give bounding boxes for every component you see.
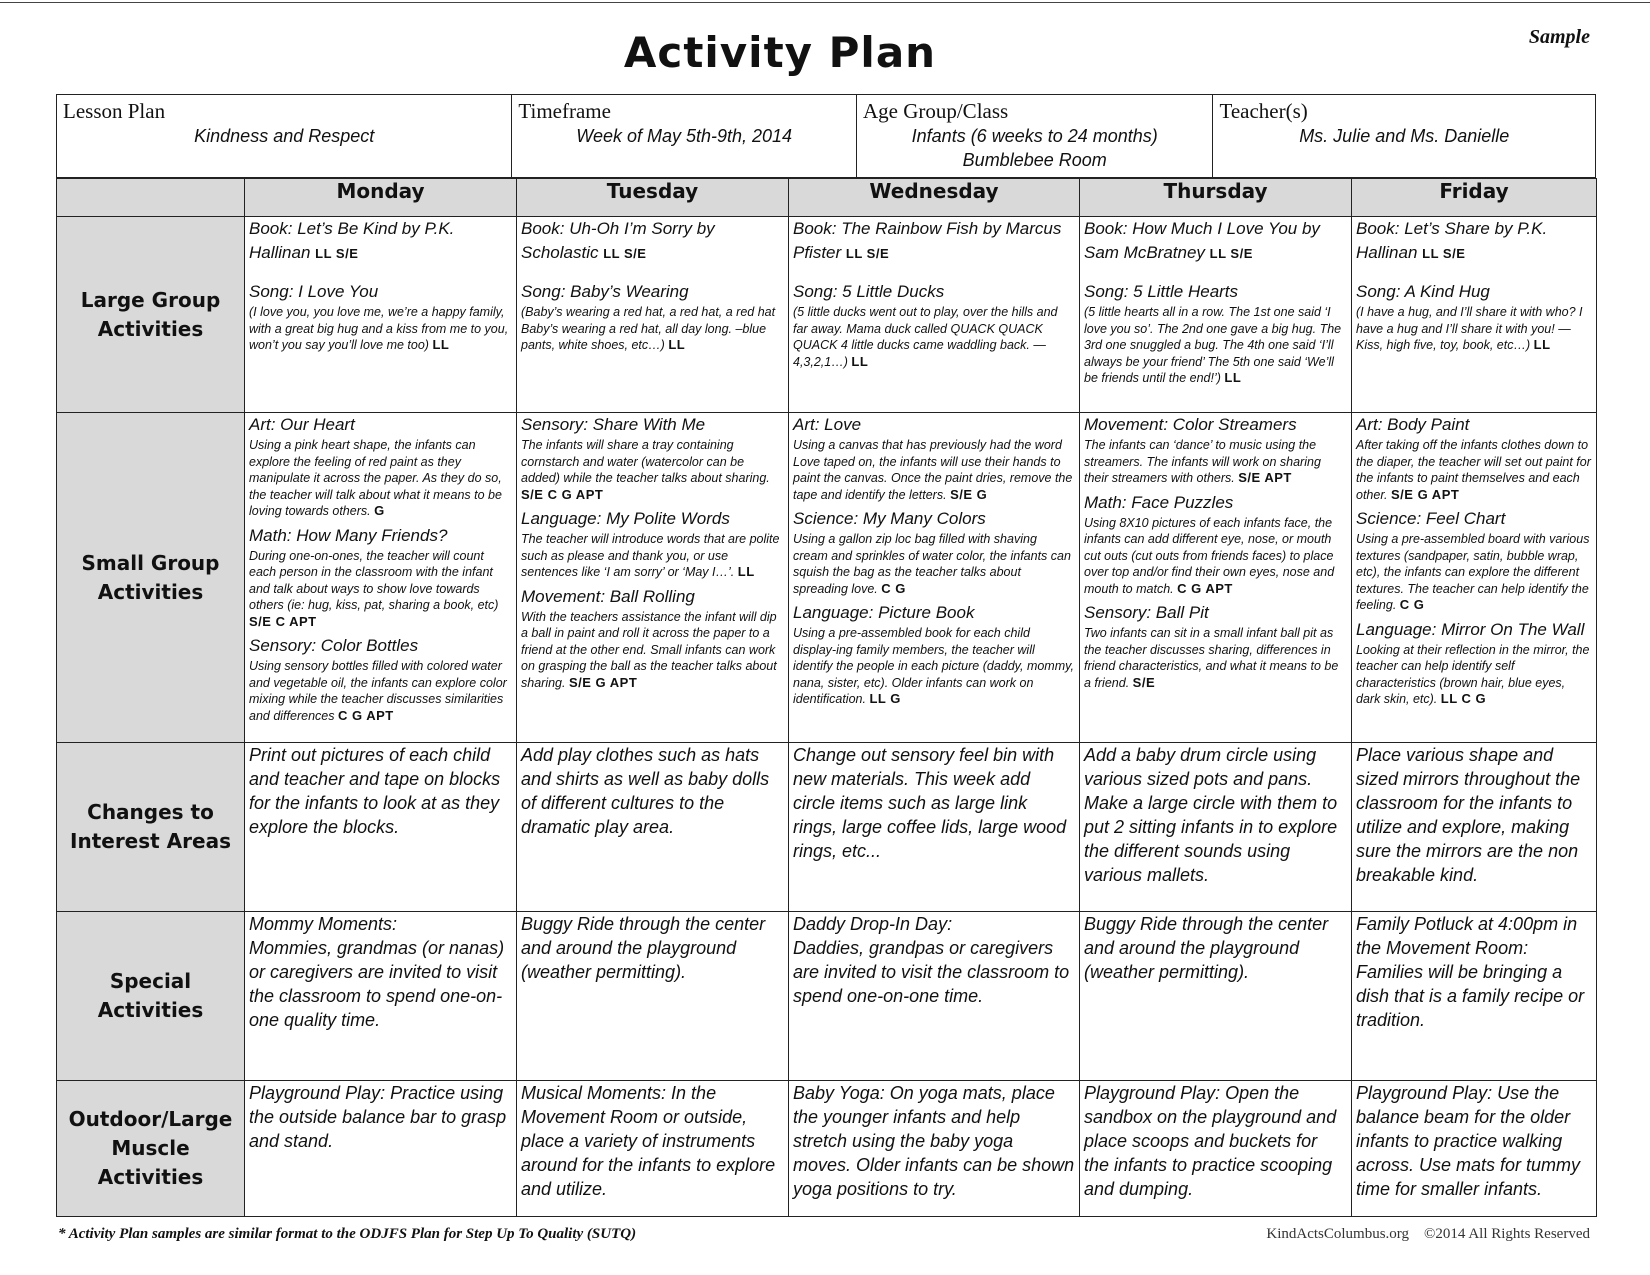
plan-header bbox=[56, 94, 1596, 178]
special-monday bbox=[245, 912, 517, 1081]
interest-areas-label: Changes to Interest Areas bbox=[57, 743, 245, 912]
large-group-thursday bbox=[1080, 217, 1352, 413]
activity-title: Sensory: Share With Me bbox=[521, 415, 706, 434]
lyrics: (I love you, you love me, we’re a happy family, with a great big hug and a kiss from me to you, won’t you say you’ll love me too) bbox=[249, 305, 509, 352]
song: Song: A Kind Hug bbox=[1356, 282, 1490, 301]
activity-desc: The teacher will introduce words that are polite such as please and thank you, or use sentences like ‘I am sorry’ or ‘May I…’. bbox=[521, 532, 780, 579]
outdoor-tuesday: Musical Moments: In the Movement Room or outside, place a variety of instruments around for the infants to explore and utilize. bbox=[517, 1081, 789, 1217]
special-tuesday bbox=[517, 912, 789, 1081]
activity-desc: During one-on-ones, the teacher will count each person in the classroom with the infant and talk about ways to show love towards others (ie: hug, kiss, pat, sharing a book, etc) bbox=[249, 548, 499, 612]
activity-title: Art: Our Heart bbox=[249, 415, 355, 434]
activity-desc: Using 8X10 pictures of each infants face, the infants can add different eye, nose, or mouth cut outs (cut outs from friends faces) to place over top and/or find their own eyes, nose and mouth to match. bbox=[1084, 515, 1335, 596]
lesson-plan-label: Lesson Plan bbox=[63, 99, 166, 123]
activity-desc: With the teachers assistance the infant will dip a ball in paint and roll it across the paper to a friend at the other end. Small infants can work on grasping the ball as the teacher talks about sharing. bbox=[521, 609, 777, 690]
activity-title: Language: Mirror On The Wall bbox=[1356, 619, 1585, 639]
footer-site: KindActsColumbus.org bbox=[1266, 1226, 1410, 1242]
activity-tags: C G APT bbox=[1177, 580, 1233, 596]
small-group-friday bbox=[1352, 413, 1597, 743]
activity-tags: S/E APT bbox=[1238, 470, 1292, 485]
large-group-friday bbox=[1352, 217, 1597, 413]
large-group-label: Large Group Activities bbox=[57, 217, 245, 413]
interest-areas-friday: Place various shape and sized mirrors throughout the classroom for the infants to utilize and explore, making sure the mirrors are the non breakable kind. bbox=[1352, 743, 1597, 912]
special-title: Daddy Drop-In Day: bbox=[793, 914, 953, 934]
day-friday: Friday bbox=[1352, 179, 1597, 217]
timeframe-label: Timeframe bbox=[518, 99, 611, 123]
age-group-room: Bumblebee Room bbox=[962, 150, 1107, 170]
day-tuesday: Tuesday bbox=[517, 179, 789, 217]
lyrics: (Baby’s wearing a red hat, a red hat, a red hat Baby’s wearing a red hat, all day long. –blue pants, white shoes, etc…) bbox=[521, 305, 776, 352]
small-group-thursday bbox=[1080, 413, 1352, 743]
lyrics-tags: LL bbox=[851, 353, 869, 369]
small-group-row bbox=[57, 413, 1597, 743]
page-title: Activity Plan bbox=[623, 28, 937, 77]
lesson-plan-value: Kindness and Respect bbox=[194, 126, 375, 146]
activity-title: Science: Feel Chart bbox=[1356, 509, 1506, 528]
activity-title: Art: Love bbox=[793, 415, 862, 434]
activity-title: Language: My Polite Words bbox=[521, 509, 730, 528]
special-text: Mommies, grandmas (or nanas) or caregivers are invited to visit the classroom to spend one-on-one quality time. bbox=[249, 938, 505, 1030]
outdoor-thursday: Playground Play: Open the sandbox on the playground and place scoops and buckets for the infants to practice scooping and dumping. bbox=[1080, 1081, 1352, 1217]
activity-title: Science: My Many Colors bbox=[793, 509, 986, 528]
age-group-cell bbox=[857, 95, 1214, 177]
activity-tags: S/E G bbox=[950, 486, 988, 502]
book: Book: The Rainbow Fish by Marcus Pfister bbox=[793, 219, 1062, 262]
day-monday: Monday bbox=[245, 179, 517, 217]
activity-tags: C G APT bbox=[337, 707, 394, 723]
activity-desc: After taking off the infants clothes down to the diaper, the teacher will set out paint for the infants to paint themselves and each other. bbox=[1356, 438, 1591, 502]
activity-tags: C G bbox=[1399, 597, 1425, 612]
book: Book: Let’s Share by P.K. Hallinan bbox=[1356, 219, 1548, 262]
lyrics-tags: LL bbox=[668, 337, 686, 352]
large-group-monday bbox=[245, 217, 517, 413]
special-friday bbox=[1352, 912, 1597, 1081]
footer-credits bbox=[1266, 1226, 1590, 1243]
activity-tags: S/E G APT bbox=[568, 674, 638, 690]
book-tags: LL S/E bbox=[603, 246, 647, 261]
small-group-monday bbox=[245, 413, 517, 743]
teachers-value: Ms. Julie and Ms. Danielle bbox=[1299, 126, 1510, 146]
footer-note: * Activity Plan samples are similar format to the ODJFS Plan for Step Up To Quality (SUTQ) bbox=[58, 1226, 637, 1242]
lyrics: (I have a hug, and I’ll share it with who? I have a hug and I’ll share it with you! — Kiss, high five, toy, book, etc…) bbox=[1356, 305, 1583, 352]
activity-title: Art: Body Paint bbox=[1356, 415, 1470, 434]
activity-desc: Looking at their reflection in the mirror, the teacher can help identify self characteristics (brown hair, blue eyes, dark skin, etc). bbox=[1356, 642, 1590, 706]
activity-desc: The infants can ‘dance’ to music using the streamers. The infants will work on sharing their streamers with others. bbox=[1084, 438, 1321, 485]
special-text: Family Potluck at 4:00pm in the Movement Room: Families will be bringing a dish that is a family recipe or tradition. bbox=[1356, 914, 1585, 1030]
book-tags: LL S/E bbox=[1209, 246, 1253, 261]
special-text: Buggy Ride through the center and around the playground (weather permitting). bbox=[1084, 914, 1329, 982]
outdoor-monday: Playground Play: Practice using the outside balance bar to grasp and stand. bbox=[245, 1081, 517, 1217]
interest-areas-thursday: Add a baby drum circle using various sized pots and pans. Make a large circle with them to put 2 sitting infants in to explore the different sounds using various mallets. bbox=[1080, 743, 1352, 912]
day-header-row bbox=[57, 179, 1597, 217]
lyrics: (5 little hearts all in a row. The 1st one said ‘I love you so’. The 2nd one gave a big hug. The 3rd one snuggled a bug. The 4th one said ‘I’ll always be your friend’ The 5th one said ‘We’ll be friends until the end!’) bbox=[1084, 305, 1342, 385]
activity-title: Math: Face Puzzles bbox=[1084, 492, 1234, 512]
special-text: Buggy Ride through the center and around the playground (weather permitting). bbox=[521, 914, 766, 982]
small-group-tuesday bbox=[517, 413, 789, 743]
activity-title: Sensory: Color Bottles bbox=[249, 636, 419, 655]
activity-tags: LL C G bbox=[1440, 691, 1487, 706]
song: Song: Baby’s Wearing bbox=[521, 282, 689, 301]
activity-tags: S/E G APT bbox=[1391, 486, 1460, 502]
age-group-label: Age Group/Class bbox=[862, 99, 1009, 123]
special-wednesday bbox=[789, 912, 1080, 1081]
large-group-tuesday bbox=[517, 217, 789, 413]
lyrics-tags: LL bbox=[1224, 370, 1242, 385]
special-text: Daddies, grandpas or caregivers are invited to visit the classroom to spend one-on-one time. bbox=[793, 938, 1070, 1006]
interest-areas-monday: Print out pictures of each child and teacher and tape on blocks for the infants to look at as they explore the blocks. bbox=[245, 743, 517, 912]
book: Book: How Much I Love You by Sam McBratney bbox=[1084, 219, 1320, 262]
activity-tags: LL G bbox=[869, 691, 901, 706]
special-label: Special Activities bbox=[57, 912, 245, 1081]
timeframe-cell bbox=[512, 95, 857, 177]
outdoor-label: Outdoor/Large Muscle Activities bbox=[57, 1081, 245, 1217]
activity-tags: S/E C G APT bbox=[521, 486, 604, 502]
song: Song: 5 Little Ducks bbox=[793, 282, 945, 301]
top-rule bbox=[0, 2, 1650, 3]
interest-areas-row bbox=[57, 743, 1597, 912]
activity-desc: Using a pink heart shape, the infants can explore the feeling of red paint as they manipulate it across the paper. As they do so, the teacher will talk about what it means to be loving towards others. bbox=[249, 438, 502, 518]
activity-tags: C G bbox=[881, 580, 906, 596]
age-group-value: Infants (6 weeks to 24 months) bbox=[911, 126, 1158, 146]
special-row bbox=[57, 912, 1597, 1081]
large-group-wednesday bbox=[789, 217, 1080, 413]
book-tags: LL S/E bbox=[315, 246, 359, 261]
book-tags: LL S/E bbox=[845, 246, 890, 261]
lyrics-tags: LL bbox=[1533, 337, 1551, 352]
activity-tags: S/E C APT bbox=[249, 613, 317, 629]
interest-areas-wednesday: Change out sensory feel bin with new materials. This week add circle items such as large link rings, large coffee lids, large wood rings, etc... bbox=[789, 743, 1080, 912]
lyrics: (5 little ducks went out to play, over the hills and far away. Mama duck called QUACK QUACK QUACK 4 little ducks came waddling back. — 4,3,2,1…) bbox=[793, 305, 1058, 369]
activity-desc: Two infants can sit in a small infant ball pit as the teacher discusses sharing, differences in friend characteristics, and what it means to be a friend. bbox=[1084, 626, 1339, 690]
activity-tags: G bbox=[374, 503, 385, 518]
outdoor-wednesday: Baby Yoga: On yoga mats, place the younger infants and help stretch using the baby yoga moves. Older infants can be shown yoga positions to try. bbox=[789, 1081, 1080, 1217]
activity-desc: Using a pre-assembled board with various textures (sandpaper, satin, bubble wrap, etc), the infants can explore the different textures. The teacher can help identify the feeling. bbox=[1356, 532, 1590, 612]
small-group-label: Small Group Activities bbox=[57, 413, 245, 743]
book: Book: Let’s Be Kind by P.K. Hallinan bbox=[249, 219, 455, 262]
activity-desc: Using a pre-assembled book for each child display-ing family members, the teacher will identify the people in each picture (daddy, mommy, nana, sister, etc). Older infants can work on identification. bbox=[793, 626, 1074, 706]
song: Song: 5 Little Hearts bbox=[1084, 282, 1239, 301]
sample-label: Sample bbox=[1528, 26, 1590, 48]
teachers-label: Teacher(s) bbox=[1219, 99, 1308, 123]
activity-desc: The infants will share a tray containing cornstarch and water (watercolor can be added) while the teacher talks about sharing. bbox=[521, 438, 770, 485]
activity-title: Movement: Ball Rolling bbox=[521, 586, 695, 606]
activity-title: Movement: Color Streamers bbox=[1084, 415, 1297, 434]
outdoor-row bbox=[57, 1081, 1597, 1217]
activity-tags: S/E bbox=[1132, 674, 1156, 690]
book-tags: LL S/E bbox=[1422, 246, 1466, 261]
activity-desc: Using a canvas that has previously had the word Love taped on, the infants will use their hands to paint the canvas. Once the paint dries, remove the tape and identify the letters. bbox=[793, 438, 1073, 502]
large-group-row bbox=[57, 217, 1597, 413]
footer-copyright: ©2014 All Rights Reserved bbox=[1424, 1226, 1590, 1242]
book: Book: Uh-Oh I’m Sorry by Scholastic bbox=[521, 219, 715, 262]
activity-desc: Using a gallon zip loc bag filled with shaving cream and sprinkles of water color, the infants can squish the bag as the teacher talks about spreading love. bbox=[793, 532, 1071, 596]
song: Song: I Love You bbox=[249, 282, 379, 301]
activity-tags: LL bbox=[737, 564, 755, 579]
activity-title: Math: How Many Friends? bbox=[249, 525, 448, 545]
teachers-cell bbox=[1213, 95, 1595, 177]
day-wednesday: Wednesday bbox=[789, 179, 1080, 217]
activity-title: Language: Picture Book bbox=[793, 603, 975, 622]
special-thursday bbox=[1080, 912, 1352, 1081]
outdoor-friday: Playground Play: Use the balance beam for the older infants to practice walking across. Use mats for tummy time for smaller infants. bbox=[1352, 1081, 1597, 1217]
corner-cell bbox=[57, 179, 245, 217]
activity-desc: Using sensory bottles filled with colored water and vegetable oil, the infants can explore color mixing while the teacher discusses similarities and differences bbox=[249, 659, 507, 723]
interest-areas-tuesday: Add play clothes such as hats and shirts as well as baby dolls of different cultures to the dramatic play area. bbox=[517, 743, 789, 912]
small-group-wednesday bbox=[789, 413, 1080, 743]
timeframe-value: Week of May 5th-9th, 2014 bbox=[576, 126, 793, 146]
activity-grid bbox=[56, 178, 1597, 1217]
activity-title: Sensory: Ball Pit bbox=[1084, 603, 1209, 622]
lesson-plan-cell bbox=[57, 95, 512, 177]
special-title: Mommy Moments: bbox=[249, 914, 398, 934]
day-thursday: Thursday bbox=[1080, 179, 1352, 217]
lyrics-tags: LL bbox=[432, 337, 450, 352]
